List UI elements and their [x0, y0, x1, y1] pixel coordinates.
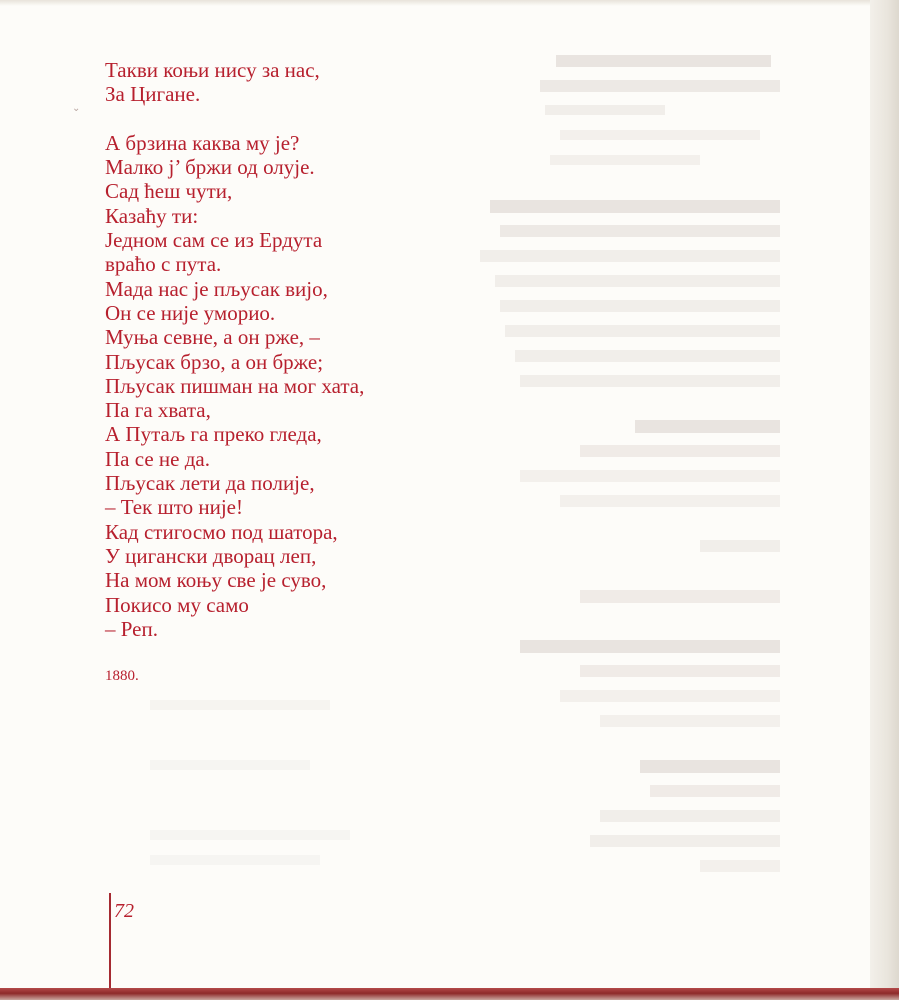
poem-line: Малко ј’ бржи од олује.	[105, 155, 315, 180]
poem-line: Па га хвата,	[105, 398, 211, 423]
poem-year: 1880.	[105, 668, 139, 684]
poem-line: враћо с пута.	[105, 252, 222, 277]
book-cover-edge	[0, 988, 899, 1000]
poem-line: Па се не да.	[105, 446, 210, 471]
poem-line: Пљусак лети да полије,	[105, 471, 315, 496]
stanza-break	[105, 107, 364, 131]
poem-line: Казаћу ти:	[105, 203, 199, 228]
ink-mark: ⌄	[72, 103, 81, 114]
poem-line: На мом коњу све је суво,	[105, 568, 327, 593]
page-gutter-edge	[870, 0, 899, 1000]
poem-line: Покисо му само	[105, 592, 249, 617]
poem-line: За Цигане.	[105, 82, 201, 107]
poem-line: Сад ћеш чути,	[105, 179, 233, 204]
poem-line: – Реп.	[105, 616, 158, 641]
poem-line: – Тек што није!	[105, 495, 243, 520]
poem-line: А брзина каква му је?	[105, 130, 300, 155]
poem-text	[105, 58, 364, 641]
poem-line: Једном сам се из Ердута	[105, 228, 323, 253]
poem-line: Он се није уморио.	[105, 300, 276, 325]
poem-line: Пљусак брзо, а он брже;	[105, 349, 324, 374]
top-page-shadow	[0, 0, 899, 6]
poem-line: А Путаљ га преко гледа,	[105, 422, 322, 447]
page-number-rule	[109, 893, 111, 988]
poem-line: Такви коњи нису за нас,	[105, 58, 320, 82]
poem-line: Мада нас је пљусак вијо,	[105, 276, 328, 301]
poem-line: Кад стигосмо под шатора,	[105, 519, 338, 544]
poem-line: У цигански дворац леп,	[105, 543, 317, 568]
poem-line: Пљусак пишман на мог хата,	[105, 373, 365, 398]
page-number: 72	[114, 900, 134, 922]
poem-line: Муња севне, а он рже, –	[105, 325, 320, 350]
